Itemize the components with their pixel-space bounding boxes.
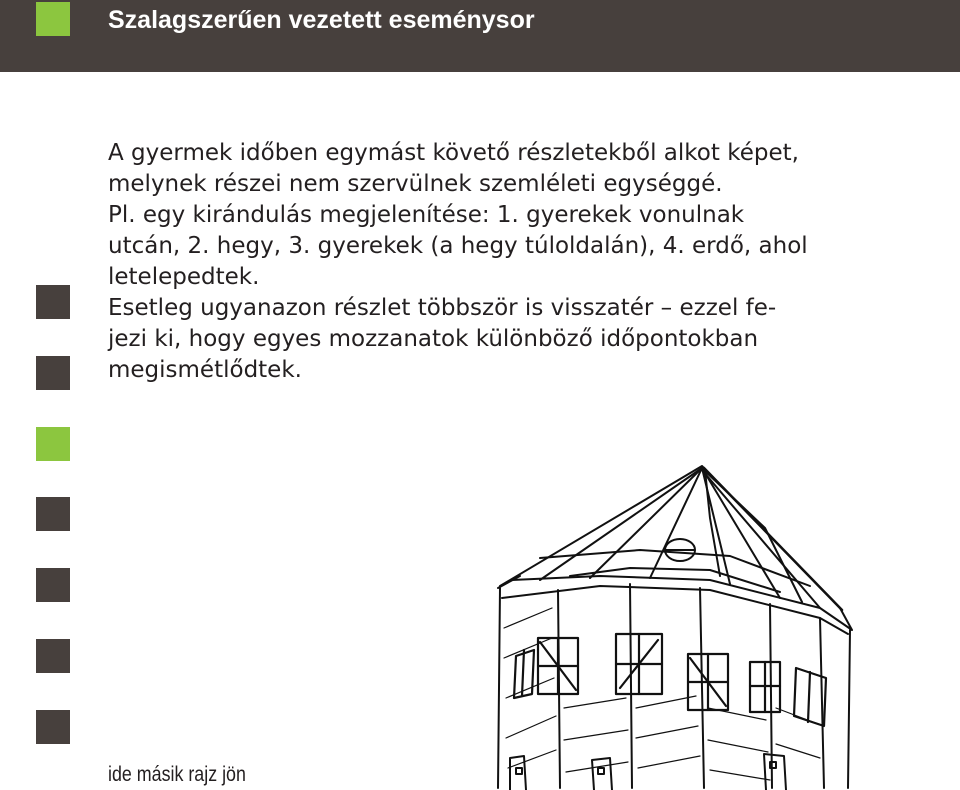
side-square-2: [36, 356, 70, 390]
caption: ide másik rajz jön: [108, 763, 246, 786]
child-drawing-house: [480, 458, 960, 790]
side-square-6: [36, 639, 70, 673]
side-square-3: [36, 427, 70, 461]
side-square-5: [36, 568, 70, 602]
side-square-7: [36, 710, 70, 744]
body-line-4: utcán, 2. hegy, 3. gyerekek (a hegy túloldalán), 4. erdő, ahol: [108, 233, 808, 259]
drawing-windows: [514, 634, 826, 726]
body-line-5: letelepedtek.: [108, 264, 260, 290]
drawing-walls: [498, 588, 850, 788]
body-paragraph: [108, 138, 868, 386]
header-bar: [0, 0, 960, 72]
side-square-1: [36, 285, 70, 319]
body-line-1: A gyermek időben egymást követő részletekből alkot képet,: [108, 140, 799, 166]
drawing-doors: [510, 754, 786, 790]
body-line-8: megismétlődtek.: [108, 357, 302, 383]
side-square-4: [36, 497, 70, 531]
side-squares: [36, 0, 72, 790]
page-title: Szalagszerűen vezetett eseménysor: [108, 6, 535, 34]
body-line-7: jezi ki, hogy egyes mozzanatok különböző időpontokban: [108, 326, 759, 352]
body-line-3: Pl. egy kirándulás megjelenítése: 1. gyerekek vonulnak: [108, 202, 745, 228]
body-line-6: Esetleg ugyanazon részlet többször is visszatér – ezzel fe-: [108, 295, 777, 321]
body-line-2: melynek részei nem szervülnek szemléleti egységgé.: [108, 171, 723, 197]
drawing-roof: [500, 466, 852, 630]
